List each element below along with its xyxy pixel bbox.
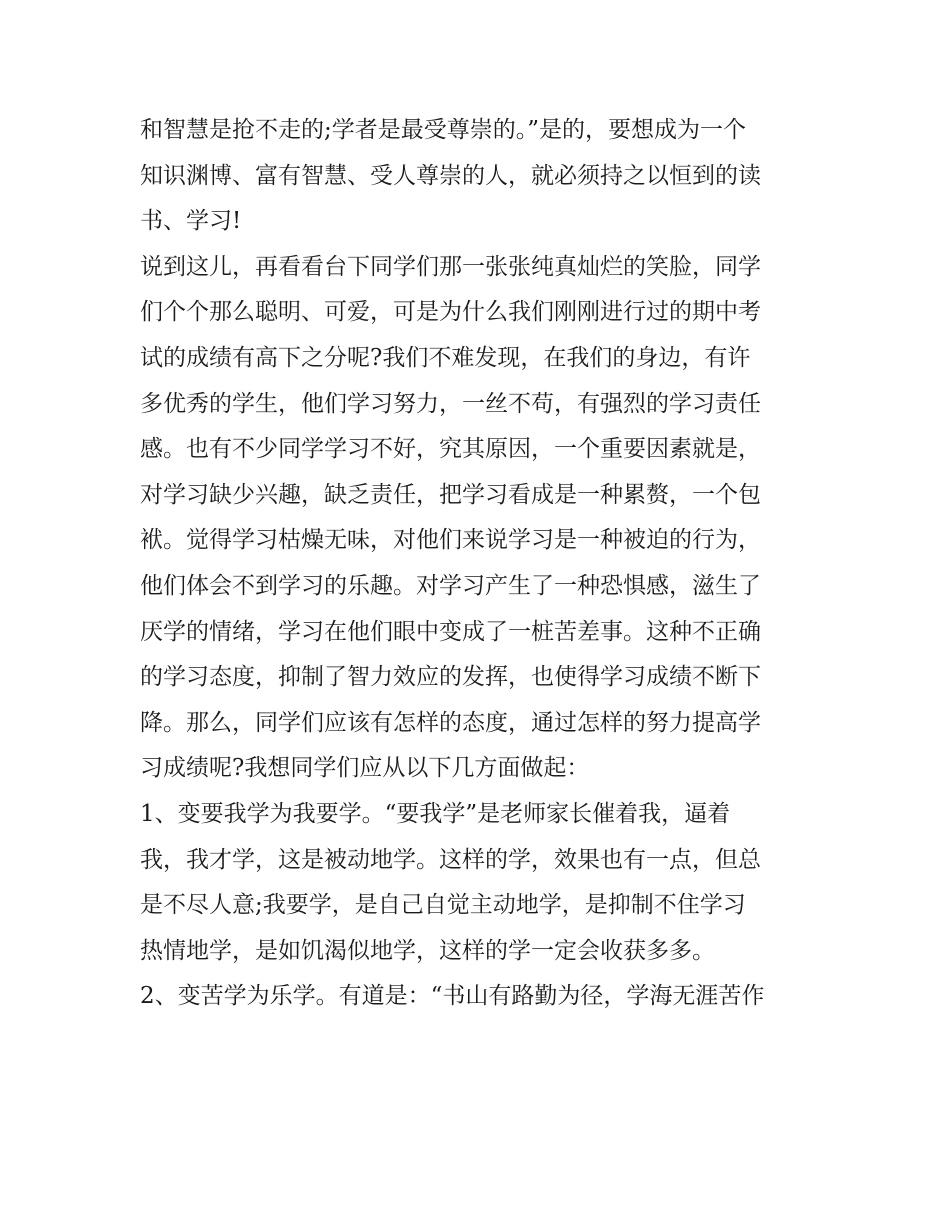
text-line: 1、变要我学为我要学。“要我学”是老师家长催着我，逼着 (140, 800, 731, 827)
text-line: 他们体会不到学习的乐趣。对学习产生了一种恐惧感，滋生了 (140, 572, 761, 599)
text-line: 厌学的情绪，学习在他们眼中变成了一桩苦差事。这种不正确 (140, 618, 761, 645)
text-line: 们个个那么聪明、可爱，可是为什么我们刚刚进行过的期中考 (140, 299, 761, 326)
text-line: 是不尽人意;我要学，是自己自觉主动地学，是抑制不住学习 (140, 892, 746, 919)
text-line: 试的成绩有高下之分呢?我们不难发现，在我们的身边，有许 (140, 344, 751, 371)
text-line: 书、学习! (140, 208, 242, 235)
text-line: 多优秀的学生，他们学习努力，一丝不苟，有强烈的学习责任 (140, 390, 761, 417)
text-line: 袱。觉得学习枯燥无味，对他们来说学习是一种被迫的行为， (140, 527, 761, 554)
text-line: 感。也有不少同学学习不好，究其原因，一个重要因素就是， (140, 436, 761, 463)
text-line: 热情地学，是如饥渴似地学，这样的学一定会收获多多。 (140, 937, 715, 964)
text-line: 我，我才学，这是被动地学。这样的学，效果也有一点，但总 (140, 846, 761, 873)
text-line: 降。那么，同学们应该有怎样的态度，通过怎样的努力提高学 (140, 709, 761, 736)
text-line: 的学习态度，抑制了智力效应的发挥，也使得学习成绩不断下 (140, 664, 761, 691)
text-line: 2、变苦学为乐学。有道是：“书山有路勤为径，学海无涯苦作 (140, 983, 765, 1010)
text-line: 知识渊博、富有智慧、受人尊崇的人，就必须持之以恒到的读 (140, 162, 761, 189)
text-line: 说到这儿，再看看台下同学们那一张张纯真灿烂的笑脸，同学 (140, 253, 761, 280)
text-line: 对学习缺少兴趣，缺乏责任，把学习看成是一种累赘，一个包 (140, 481, 761, 508)
body-text (140, 108, 820, 1020)
text-line: 和智慧是抢不走的;学者是最受尊崇的。”是的，要想成为一个 (140, 117, 747, 143)
text-line: 习成绩呢?我想同学们应从以下几方面做起： (140, 755, 590, 782)
